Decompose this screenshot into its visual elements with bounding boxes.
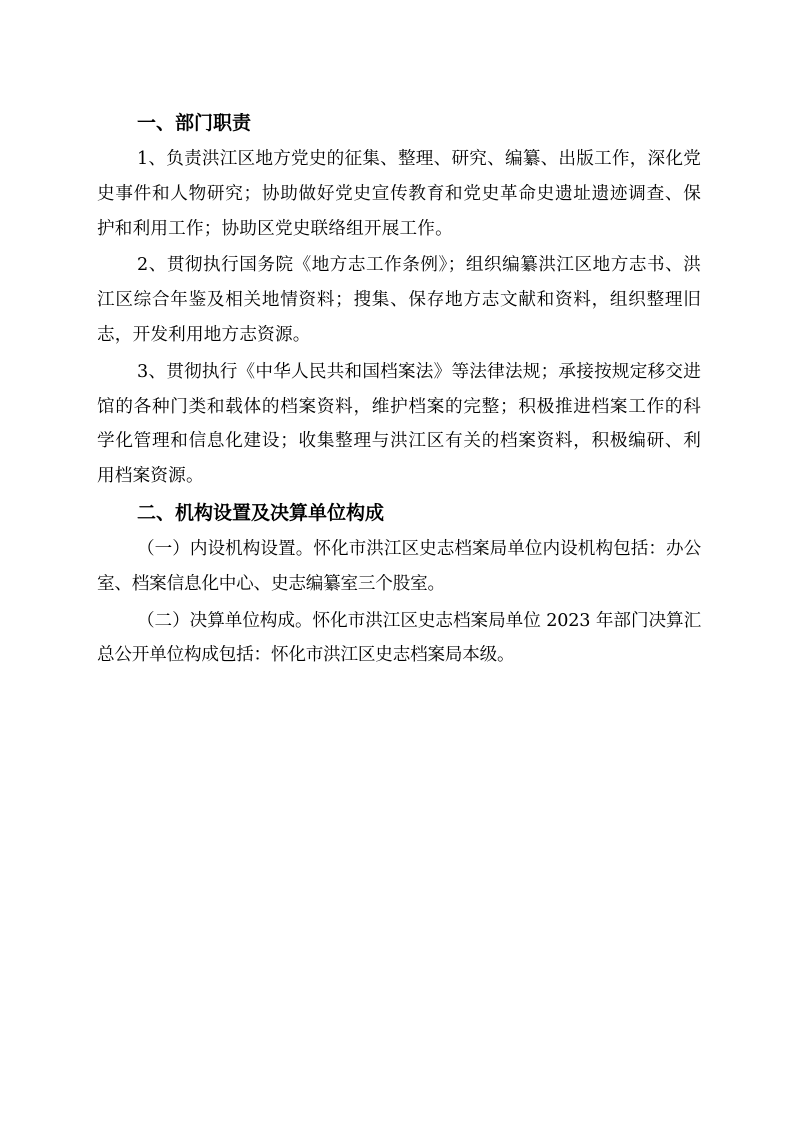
organization-paragraph-2: （二）决算单位构成。怀化市洪江区史志档案局单位 2023 年部门决算汇总公开单位构成包括：怀化市洪江区史志档案局本级。 bbox=[97, 610, 701, 666]
document-body bbox=[97, 106, 701, 675]
organization-paragraph-1: （一）内设机构设置。怀化市洪江区史志档案局单位内设机构包括：办公室、档案信息化中心、史志编纂室三个股室。 bbox=[97, 538, 701, 594]
section-heading-department-duties: 一、部门职责 bbox=[137, 112, 252, 134]
duty-paragraph-2: 2、贯彻执行国务院《地方志工作条例》；组织编纂洪江区地方志书、洪江区综合年鉴及相关地情资料；搜集、保存地方志文献和资料，组织整理旧志，开发利用地方志资源。 bbox=[97, 255, 701, 345]
section-heading-organization: 二、机构设置及决算单位构成 bbox=[137, 501, 385, 524]
duty-paragraph-1: 1、负责洪江区地方党史的征集、整理、研究、编纂、出版工作，深化党史事件和人物研究；协助做好党史宣传教育和党史革命史遗址遗迹调查、保护和利用工作；协助区党史联络组开展工作。 bbox=[97, 149, 701, 239]
duty-paragraph-3: 3、贯彻执行《中华人民共和国档案法》等法律法规；承接按规定移交进馆的各种门类和载体的档案资料，维护档案的完整；积极推进档案工作的科学化管理和信息化建设；收集整理与洪江区有关的档案资料，积极编研、利用档案资源。 bbox=[97, 361, 701, 487]
